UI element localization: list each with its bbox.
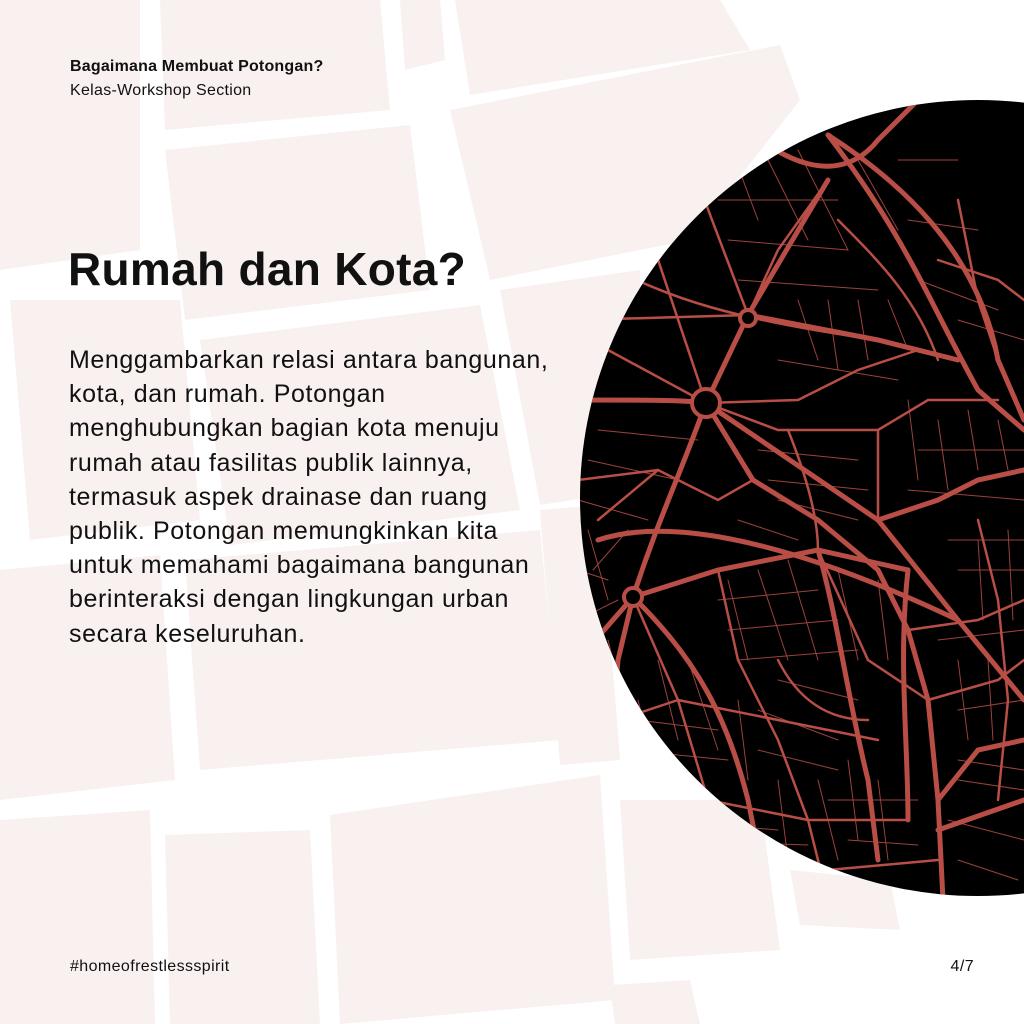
page-indicator: 4/7 (950, 958, 974, 975)
header-subtitle: Kelas-Workshop Section (70, 82, 252, 99)
header (70, 58, 323, 100)
city-map-illustration (578, 100, 1024, 900)
body-text: Menggambarkan relasi antara bangunan, kota, dan rumah. Potongan menghubungkan bagian kota menuju rumah atau fasilitas publik lainnya, termasuk aspek drainase dan ruang publik. Potongan memungkinkan kita untuk memahami bagaimana bangunan berinteraksi dengan lingkungan urban secara keseluruhan. (69, 346, 549, 648)
header-title: Bagaimana Membuat Potongan? (70, 58, 324, 75)
headline: Rumah dan Kota? (68, 243, 467, 295)
hashtag: #homeofrestlessspirit (70, 958, 230, 975)
